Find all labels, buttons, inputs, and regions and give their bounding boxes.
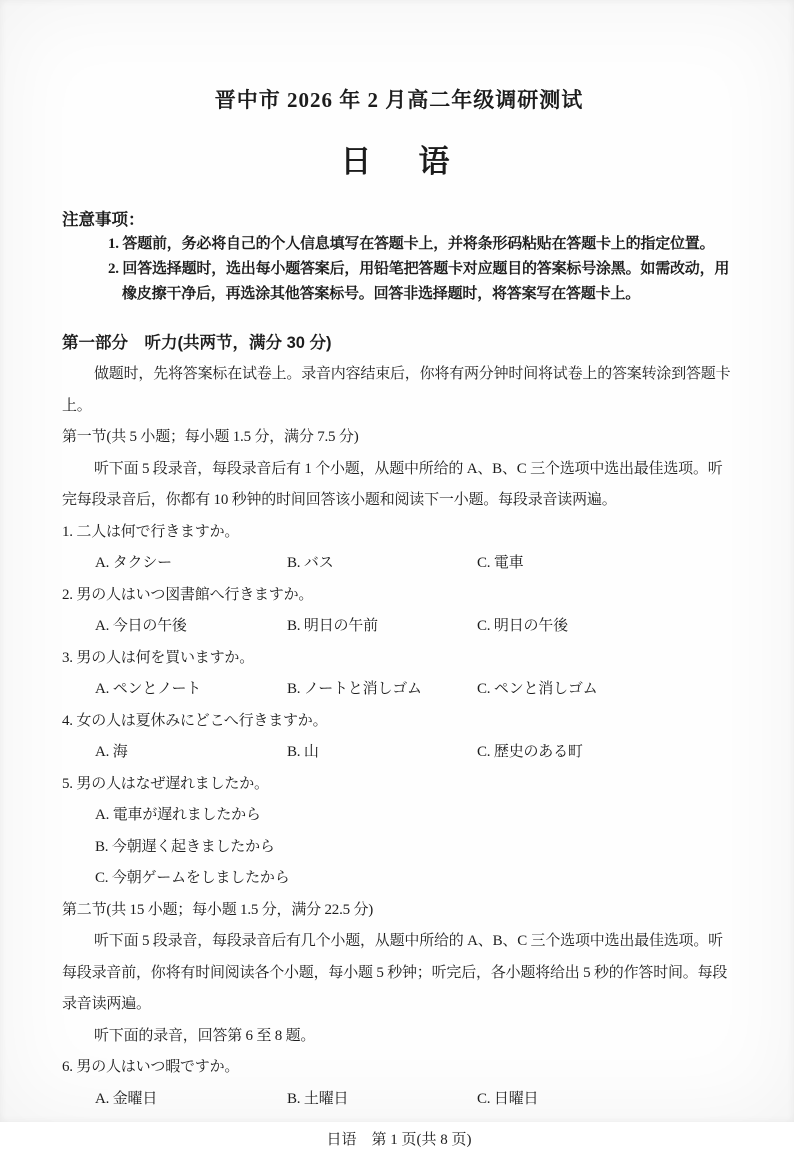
option-b: B. 山 <box>287 744 319 760</box>
question-2 <box>62 580 736 643</box>
option-c: C. 今朝ゲームをしましたから <box>95 870 290 886</box>
part1-section <box>62 327 736 1115</box>
option-a: A. 今日の午後 <box>95 618 187 634</box>
section2-instructions: 听下面 5 段录音，每段录音后有几个小题，从题中所给的 A、B、C 三个选项中选出最佳选项。听每段录音前，你将有时间阅读各个小题，每小题 5 秒钟；听完后，各小题将给出 5 秒的作答时间。每段录音读两遍。 <box>62 933 728 1012</box>
option-b: B. 明日の午前 <box>287 618 378 634</box>
question-text: 3. 男の人は何を買いますか。 <box>62 649 255 666</box>
part1-intro: 做题时，先将答案标在试卷上。录音内容结束后，你将有两分钟时间将试卷上的答案转涂到答题卡上。 <box>62 366 731 414</box>
exam-title: 晋中市 2026 年 2 月高二年级调研测试 <box>214 88 584 112</box>
options-row <box>95 737 736 769</box>
option-c: C. 電車 <box>477 555 524 571</box>
notice-item: 2. 回答选择题时，选出每小题答案后，用铅笔把答题卡对应题目的答案标号涂黑。如需改动，用橡皮擦干净后，再选涂其他答案标号。回答非选择题时，将答案写在答题卡上。 <box>108 261 730 302</box>
notice-section <box>62 208 736 307</box>
section1-instructions: 听下面 5 段录音，每段录音后有 1 个小题，从题中所给的 A、B、C 三个选项中选出最佳选项。听完每段录音后，你都有 10 秒钟的时间回答该小题和阅读下一小题。每段录音读两遍。 <box>62 460 723 508</box>
notice-heading: 注意事项： <box>62 211 145 229</box>
option-a: A. ペンとノート <box>95 681 202 697</box>
question-3 <box>62 643 736 706</box>
option-a: A. 海 <box>95 744 128 760</box>
question-6 <box>62 1052 736 1115</box>
question-text: 4. 女の人は夏休みにどこへ行きますか。 <box>62 712 328 729</box>
options-stacked <box>95 800 736 895</box>
option-b: B. ノートと消しゴム <box>287 681 422 697</box>
options-row <box>95 548 736 580</box>
question-4 <box>62 706 736 769</box>
options-row <box>95 611 736 643</box>
option-b: B. 今朝遅く起きましたから <box>95 838 275 855</box>
option-c: C. 明日の午後 <box>477 618 568 634</box>
option-c: C. 歴史のある町 <box>477 744 583 760</box>
question-text: 2. 男の人はいつ図書館へ行きますか。 <box>62 586 314 603</box>
option-c: C. ペンと消しゴム <box>477 681 598 697</box>
question-5 <box>62 769 736 895</box>
option-a: A. タクシー <box>95 555 172 571</box>
options-row <box>95 1084 736 1116</box>
question-text: 1. 二人は何で行きますか。 <box>62 523 240 540</box>
option-b: B. 土曜日 <box>287 1090 349 1107</box>
subject-title: 日 语 <box>340 144 458 179</box>
page-footer: 日语 第 1 页(共 8 页) <box>326 1132 472 1148</box>
section1-heading: 第一节(共 5 小题；每小题 1.5 分，满分 7.5 分) <box>62 429 359 445</box>
question-text: 5. 男の人はなぜ遅れましたか。 <box>62 775 269 792</box>
part1-heading: 第一部分 听力(共两节，满分 30 分) <box>62 334 332 352</box>
option-a: A. 電車が遅れましたから <box>95 807 261 823</box>
question-1 <box>62 517 736 580</box>
notice-item: 1. 答题前，务必将自己的个人信息填写在答题卡上，并将条形码粘贴在答题卡上的指定位置。 <box>108 236 715 252</box>
question-text: 6. 男の人はいつ暇ですか。 <box>62 1059 240 1075</box>
option-a: A. 金曜日 <box>95 1090 158 1107</box>
options-row <box>95 674 736 706</box>
option-c: C. 日曜日 <box>477 1090 539 1107</box>
section2-passage-note: 听下面的录音，回答第 6 至 8 题。 <box>94 1027 316 1044</box>
option-b: B. バス <box>287 555 334 571</box>
section2-heading: 第二节(共 15 小题；每小题 1.5 分，满分 22.5 分) <box>62 901 374 918</box>
